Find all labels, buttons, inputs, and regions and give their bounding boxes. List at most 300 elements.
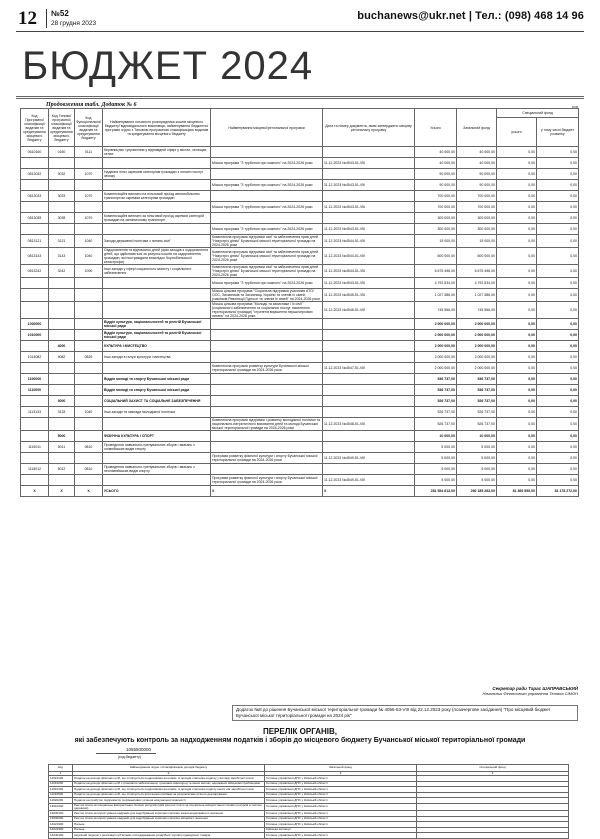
- budget-row-cell-c9: 0,00: [497, 431, 537, 442]
- budget-row-cell-c9: 0,00: [497, 319, 537, 330]
- budget-code-line: [96, 753, 156, 754]
- budget-row-cell-c10: 0,00: [537, 464, 579, 475]
- budget-row-cell-c5: Програма розвитку фізичної культури і спорту Бучанської міської територіальної громади на 2024-2026 роки: [211, 475, 323, 486]
- budget-row-cell-c10: 0,00: [537, 385, 579, 396]
- budget-row-cell-c1: [21, 431, 49, 442]
- budget-row-cell-c3: 1040: [75, 248, 103, 265]
- col-header-special-total: усього: [497, 118, 537, 147]
- budget-row-cell-c5: Комплексна програма підтримки сім'ї та забезпечення прав дітей "Назустріч дітям" Бучанської міської територіальної громади на 2024-2026 роки: [211, 235, 323, 248]
- budget-row-cell-c4: ФІЗИЧНА КУЛЬТУРА І СПОРТ: [103, 431, 211, 442]
- budget-row-cell-c4: [103, 278, 211, 289]
- control-row: [49, 833, 569, 839]
- budget-row-cell-c5: Міська цільова програма "Молодь та захисники і їх сім'ї" (соціального забезпечення та соціальних послуг населенню територіальної громади) "стратегія вирішення першочергових питань" на 2024-2026 роки: [211, 302, 323, 319]
- budget-row: [21, 265, 579, 278]
- list-header-special-fund: Спеціальний фонд: [417, 765, 569, 772]
- budget-row-cell-c5: [211, 330, 323, 341]
- budget-row-cell-c10: 0,00: [537, 248, 579, 265]
- budget-row-cell-c8: 526 737,00: [457, 396, 497, 407]
- budget-row-cell-c7: 4 792 534,00: [415, 278, 457, 289]
- budget-row-cell-c5: Міська програма "З турботою про кожного" на 2024-2026 роки: [211, 158, 323, 169]
- budget-row: [21, 278, 579, 289]
- budget-row-cell-c6: 11.12.2023 №4543-51-VIII: [323, 158, 415, 169]
- budget-row-cell-c7: 5 000,00: [415, 475, 457, 486]
- control-row-cell-c3: Головне управління ДПС у Київській області: [265, 776, 417, 782]
- budget-row-cell-c7: 5 000,00: [415, 464, 457, 475]
- issue-number: №52: [51, 9, 69, 18]
- budget-row-cell-c10: 0,00: [537, 475, 579, 486]
- col-header-total: Усього: [415, 109, 457, 147]
- control-row-cell-c1: 13030100: [49, 811, 73, 817]
- budget-row-cell-c10: 0,00: [537, 169, 579, 180]
- budget-row-cell-c5: Міська програма "З турботою про кожного" на 2024-2026 роки: [211, 202, 323, 213]
- budget-row-cell-c4: Компенсаційні виплати за пільговий проїзд окремих категорій громадян на залізничному транспорті: [103, 213, 211, 224]
- budget-row-cell-c2: 3033: [49, 191, 75, 202]
- control-row: [49, 803, 569, 810]
- budget-row-cell-c8: 526 737,00: [457, 418, 497, 431]
- budget-row-cell-c9: 0,00: [497, 475, 537, 486]
- budget-row-cell-c7: 745 566,00: [415, 302, 457, 319]
- budget-row-cell-c5: [211, 385, 323, 396]
- budget-row-cell-c6: 11.12.2023 №4543-51-VIII: [323, 224, 415, 235]
- control-row-cell-c3: Головне управління ДПС у Київській області: [265, 811, 417, 817]
- budget-row-cell-c7: 2 000 000,00: [415, 363, 457, 374]
- budget-row: [21, 235, 579, 248]
- budget-row-cell-c9: 81 369 550,00: [497, 486, 537, 497]
- issue-date: 28 грудня 2023: [51, 20, 97, 27]
- budget-row-cell-c3: [75, 319, 103, 330]
- control-row-cell-c2: Акцизний податок з реалізації суб'єктами господарювання роздрібної торгівлі підакцизних товарів: [73, 833, 265, 839]
- budget-row-cell-c2: [49, 158, 75, 169]
- budget-row-cell-c5: Комплексна програма підтримки сім'ї та забезпечення прав дітей "Назустріч дітям" Бучанської міської територіальної громади на 2024-2026 роки: [211, 265, 323, 278]
- budget-row-cell-c1: [21, 453, 49, 464]
- budget-row-cell-c9: 0,00: [497, 224, 537, 235]
- budget-row-cell-c9: 0,00: [497, 191, 537, 202]
- budget-row-cell-c3: [75, 431, 103, 442]
- control-row-cell-c2: Рентна плата за користування надрами для видобування корисних копалин місцевого значення: [73, 816, 265, 822]
- budget-row: [21, 147, 579, 158]
- budget-row-cell-c4: Заходи державної політики з питань сім'ї: [103, 235, 211, 248]
- budget-row: [21, 352, 579, 363]
- budget-row-cell-c9: 0,00: [497, 147, 537, 158]
- budget-row-cell-c2: 5000: [49, 431, 75, 442]
- title-rule: [16, 96, 584, 99]
- budget-code: 1055500000: [126, 747, 152, 752]
- budget-row-cell-c9: 0,00: [497, 453, 537, 464]
- budget-row-cell-c7: 90 000,00: [415, 180, 457, 191]
- budget-row-cell-c4: Проведення навчально-тренувальних зборів і змагань з неолімпійських видів спорту: [103, 464, 211, 475]
- budget-row-cell-c4: Інші заходи та заклади молодіжної політики: [103, 407, 211, 418]
- budget-row-cell-c6: 11.12.2023 №4546-51-VIII: [323, 302, 415, 319]
- control-row-cell-c3: Головне управління ДПС у Київській області: [265, 816, 417, 822]
- budget-row-cell-c8: 2 000 000,00: [457, 341, 497, 352]
- budget-row-cell-c7: 2 000 000,00: [415, 330, 457, 341]
- budget-row-cell-c9: 0,00: [497, 213, 537, 224]
- budget-row: [21, 302, 579, 319]
- budget-row-cell-c4: [103, 302, 211, 319]
- budget-row-cell-c6: [323, 352, 415, 363]
- budget-row-cell-c2: 3242: [49, 265, 75, 278]
- budget-row-cell-c7: 6 675 496,00: [415, 265, 457, 278]
- budget-row-cell-c7: 1 027 386,00: [415, 289, 457, 302]
- budget-row-cell-c10: 0,00: [537, 374, 579, 385]
- budget-row-cell-c10: 0,00: [537, 202, 579, 213]
- budget-row-cell-c8: 536 737,00: [457, 374, 497, 385]
- list-col-number: 3: [265, 772, 417, 776]
- budget-row-cell-c1: 1000000: [21, 319, 49, 330]
- budget-row-cell-c6: 11.12.2023 №4548-51-VIII: [323, 418, 415, 431]
- budget-row-cell-c1: 1115012: [21, 464, 49, 475]
- budget-row-cell-c1: 1010000: [21, 330, 49, 341]
- control-row-cell-c1: 14040100: [49, 833, 73, 839]
- budget-row-cell-c8: 5 000,00: [457, 442, 497, 453]
- budget-row-cell-c8: 600 000,00: [457, 248, 497, 265]
- budget-row-cell-c6: 11.12.2023 №4545-51-VIII: [323, 289, 415, 302]
- budget-row-cell-c9: 0,00: [497, 418, 537, 431]
- budget-row-cell-c1: 0610160: [21, 147, 49, 158]
- budget-row-cell-c3: [75, 202, 103, 213]
- budget-row-cell-c2: [49, 453, 75, 464]
- budget-row-cell-c5: Міська програма "З турботою про кожного" на 2024-2026 роки: [211, 180, 323, 191]
- budget-row-cell-c2: 3143: [49, 248, 75, 265]
- list-header-code: Код: [49, 765, 73, 772]
- budget-row-cell-c8: 90 000,00: [457, 180, 497, 191]
- budget-row-cell-c6: [323, 213, 415, 224]
- budget-row-cell-c9: 0,00: [497, 158, 537, 169]
- budget-row-cell-c10: 0,00: [537, 396, 579, 407]
- budget-row-cell-c7: 5 000,00: [415, 453, 457, 464]
- budget-row-cell-c7: 700 000,00: [415, 202, 457, 213]
- budget-row-cell-c8: 2 000 000,00: [457, 363, 497, 374]
- budget-row-cell-c9: 0,00: [497, 464, 537, 475]
- section-title: БЮДЖЕТ 2024: [22, 44, 314, 88]
- budget-row-cell-c8: 526 737,00: [457, 407, 497, 418]
- col-header-development-budget: у тому числі бюджет розвитку: [537, 118, 579, 147]
- budget-row-cell-c8: 2 000 000,00: [457, 330, 497, 341]
- budget-row-cell-c2: [49, 224, 75, 235]
- budget-row-cell-c4: [103, 202, 211, 213]
- budget-row-cell-c3: [75, 363, 103, 374]
- budget-row-cell-c8: 4 792 534,00: [457, 278, 497, 289]
- col-header-program-code: Код Програмної класифікації видатків та кредитування місцевого бюджету: [21, 109, 49, 147]
- budget-row-cell-c9: 0,00: [497, 248, 537, 265]
- budget-row-cell-c1: 0813033: [21, 191, 49, 202]
- budget-row-cell-c3: [75, 396, 103, 407]
- budget-row-cell-c2: [49, 319, 75, 330]
- budget-programs-table: [20, 108, 579, 497]
- budget-row-cell-c2: 0160: [49, 147, 75, 158]
- budget-row-cell-c5: [211, 352, 323, 363]
- budget-row-cell-c6: [323, 191, 415, 202]
- budget-row: [21, 341, 579, 352]
- budget-row-cell-c2: 3000: [49, 396, 75, 407]
- budget-row-cell-c3: [75, 385, 103, 396]
- budget-row-cell-c7: 40 000,00: [415, 147, 457, 158]
- budget-row-cell-c2: 4082: [49, 352, 75, 363]
- budget-row-cell-c7: 300 000,00: [415, 213, 457, 224]
- control-row-cell-c2: Податок на прибуток підприємств та фінансових установ комунальної власності: [73, 798, 265, 804]
- budget-row: [21, 158, 579, 169]
- budget-row-cell-c8: 536 737,00: [457, 385, 497, 396]
- budget-row-cell-c5: [211, 147, 323, 158]
- control-row-cell-c2: Рентна плата за спеціальне використання лісових ресурсів (крім рентної плати за спеціальне використання лісових ресурсів в частині деревини): [73, 803, 265, 810]
- budget-row-cell-c4: [103, 453, 211, 464]
- budget-row-cell-c2: [49, 302, 75, 319]
- budget-row-cell-c6: 11.12.2023 №4549-51-VIII: [323, 453, 415, 464]
- budget-row-cell-c8: 15 000,00: [457, 235, 497, 248]
- budget-row-cell-c7: 536 737,00: [415, 385, 457, 396]
- list-col-number: 2: [73, 772, 265, 776]
- budget-row: [21, 202, 579, 213]
- control-row-cell-c1: 11020200: [49, 798, 73, 804]
- budget-row-cell-c7: 2 000 000,00: [415, 319, 457, 330]
- budget-row-cell-c5: [211, 191, 323, 202]
- budget-row-cell-c3: 0829: [75, 352, 103, 363]
- budget-row-cell-c6: 11.12.2023 №4544-51-VIII: [323, 235, 415, 248]
- col-header-functional-code: Код Функціональної класифікації видатків та кредитування бюджету: [75, 109, 103, 147]
- budget-row-cell-c6: [323, 442, 415, 453]
- budget-row-cell-c5: Програма розвитку фізичної культури і спорту Бучанської міської територіальної громади на 2024-2026 роки: [211, 453, 323, 464]
- budget-row-cell-c2: [49, 363, 75, 374]
- budget-row-cell-c8: 40 000,00: [457, 147, 497, 158]
- budget-row-cell-c6: [323, 169, 415, 180]
- control-row-cell-c2: Рентна плата за користування надрами для видобування корисних копалин загальнодержавного значення: [73, 811, 265, 817]
- budget-row-cell-c10: 0,00: [537, 235, 579, 248]
- budget-row-cell-c1: [21, 224, 49, 235]
- budget-row-cell-c10: 0,00: [537, 191, 579, 202]
- signature-secretary: Секретар ради Тарас ШАПРАВСЬКИЙ: [492, 686, 578, 691]
- budget-row-cell-c7: 600 000,00: [415, 248, 457, 265]
- budget-row-cell-c6: X: [323, 486, 415, 497]
- budget-row-cell-c10: 0,00: [537, 352, 579, 363]
- budget-row: [21, 396, 579, 407]
- budget-row-cell-c10: 0,00: [537, 431, 579, 442]
- signature-finance: Начальник Фінансового управління Тетяна СІМОН: [482, 691, 578, 696]
- budget-row-cell-c6: 11.12.2023 №4544-51-VIII: [323, 248, 415, 265]
- budget-row-cell-c8: 300 000,00: [457, 224, 497, 235]
- budget-row-cell-c10: 81 178 272,00: [537, 486, 579, 497]
- budget-row-cell-c4: Керівництво і управління у відповідній сфері у містах, селищах, селах: [103, 147, 211, 158]
- budget-row-cell-c9: 0,00: [497, 180, 537, 191]
- col-header-program-name: Найменування головного розпорядника коштів місцевого бюджету/ відповідального виконавця, найменування бюджетної програми згідно з Типовою програмною класифікацією видатків та кредитування місцевого бюджету: [103, 109, 211, 147]
- budget-row-cell-c7: 2 000 000,00: [415, 352, 457, 363]
- budget-row-cell-c3: [75, 475, 103, 486]
- budget-row-cell-c1: [21, 396, 49, 407]
- budget-row-cell-c2: 4000: [49, 341, 75, 352]
- budget-row-cell-c4: Проведення навчально-тренувальних зборів і змагань з олімпійських видів спорту: [103, 442, 211, 453]
- budget-row: [21, 319, 579, 330]
- budget-row-cell-c7: 281 554 813,00: [415, 486, 457, 497]
- budget-row-cell-c1: 0813121: [21, 235, 49, 248]
- budget-row-cell-c2: [49, 374, 75, 385]
- budget-row-cell-c5: X: [211, 486, 323, 497]
- budget-row-cell-c4: Інші заходи в галузі культури і мистецтва: [103, 352, 211, 363]
- budget-row-cell-c1: [21, 278, 49, 289]
- budget-row: [21, 431, 579, 442]
- budget-row-cell-c1: X: [21, 486, 49, 497]
- budget-row-cell-c2: [49, 202, 75, 213]
- budget-row-cell-c10: 0,00: [537, 180, 579, 191]
- budget-row-cell-c6: 11.12.2023 №4543-51-VIII: [323, 278, 415, 289]
- budget-row-cell-c9: 0,00: [497, 202, 537, 213]
- budget-row-cell-c9: 0,00: [497, 330, 537, 341]
- budget-row: [21, 191, 579, 202]
- budget-row-cell-c6: 11.12.2023 №4544-51-VIII: [323, 265, 415, 278]
- budget-row-cell-c2: [49, 385, 75, 396]
- budget-row: [21, 224, 579, 235]
- budget-row-cell-c1: [21, 289, 49, 302]
- control-row-cell-c2: Податок на доходи фізичних осіб з грошового забезпечення, грошових винагород та інших виплат, одержаних військовослужбовцями: [73, 781, 265, 787]
- budget-row: [21, 248, 579, 265]
- budget-row-cell-c2: 5011: [49, 442, 75, 453]
- budget-row-cell-c3: 1040: [75, 235, 103, 248]
- budget-row-cell-c10: 0,00: [537, 442, 579, 453]
- control-row-cell-c3: Головне управління ДПС у Київській області: [265, 798, 417, 804]
- budget-row-cell-c10: 0,00: [537, 158, 579, 169]
- budget-row-cell-c9: 0,00: [497, 278, 537, 289]
- budget-row-cell-c8: 745 566,00: [457, 302, 497, 319]
- budget-row-cell-c3: 1040: [75, 407, 103, 418]
- control-row-cell-c1: 14021900: [49, 822, 73, 828]
- budget-row-cell-c6: [323, 374, 415, 385]
- list-col-number: 1: [49, 772, 73, 776]
- budget-row-cell-c10: 0,00: [537, 453, 579, 464]
- budget-row-cell-c2: [49, 475, 75, 486]
- budget-row: [21, 330, 579, 341]
- budget-row-cell-c1: [21, 302, 49, 319]
- budget-row-cell-c2: [49, 330, 75, 341]
- budget-row-cell-c4: [103, 224, 211, 235]
- budget-row-cell-c10: 0,00: [537, 363, 579, 374]
- budget-row-cell-c8: 5 000,00: [457, 453, 497, 464]
- list-subtitle: які забезпечують контроль за надходженням податків і зборів до місцевого бюджету Бучанської міської територіальної громади: [74, 737, 526, 744]
- budget-row-cell-c8: 90 000,00: [457, 169, 497, 180]
- control-row-cell-c3: Головне управління ДПС у Київській області: [265, 792, 417, 798]
- budget-row: [21, 374, 579, 385]
- budget-row-cell-c2: X: [49, 486, 75, 497]
- budget-row-cell-c3: 1070: [75, 191, 103, 202]
- budget-row: [21, 407, 579, 418]
- budget-row-cell-c9: 0,00: [497, 341, 537, 352]
- control-row-cell-c1: 11010400: [49, 787, 73, 793]
- budget-row-cell-c2: 3121: [49, 235, 75, 248]
- budget-row-cell-c8: 300 000,00: [457, 213, 497, 224]
- budget-row-cell-c1: [21, 341, 49, 352]
- budget-row-cell-c4: Відділ культури, національностей та релігій Бучанської міської ради: [103, 319, 211, 330]
- budget-row-cell-c5: Комплексна програма підтримки і розвитку молодіжної політики та національно-патріотичного виховання дітей та молоді Бучанської міської територіальної громади на 2024-2026 роки: [211, 418, 323, 431]
- table-caption: Продовження табл. Додаток № 6: [46, 102, 137, 108]
- budget-row-cell-c2: 5012: [49, 464, 75, 475]
- budget-row-cell-c3: [75, 453, 103, 464]
- budget-row-cell-c6: [323, 407, 415, 418]
- budget-row-cell-c3: 1070: [75, 169, 103, 180]
- budget-row-cell-c2: 3032: [49, 169, 75, 180]
- budget-row-cell-c2: [49, 180, 75, 191]
- budget-row-cell-c4: КУЛЬТУРА І МИСТЕЦТВО: [103, 341, 211, 352]
- budget-row-cell-c6: 11.12.2023 №4543-51-VIII: [323, 180, 415, 191]
- budget-row-cell-c4: [103, 289, 211, 302]
- budget-row-cell-c1: [21, 180, 49, 191]
- col-header-special-fund: Спеціальний фонд: [497, 109, 579, 118]
- budget-row-cell-c7: 526 737,00: [415, 407, 457, 418]
- budget-row: [21, 475, 579, 486]
- budget-row-cell-c9: 0,00: [497, 235, 537, 248]
- control-bodies-table: [48, 764, 569, 839]
- control-row-cell-c3: Київська митниця: [265, 827, 417, 833]
- budget-row-cell-c10: 0,00: [537, 213, 579, 224]
- control-row-cell-c4: [417, 833, 569, 839]
- budget-row-cell-c6: [323, 147, 415, 158]
- budget-row-cell-c10: 0,00: [537, 407, 579, 418]
- budget-row-cell-c6: 11.12.2023 №4543-51-VIII: [323, 202, 415, 213]
- budget-row-cell-c3: 0810: [75, 464, 103, 475]
- control-row-cell-c4: [417, 803, 569, 810]
- issue-info: [46, 9, 96, 28]
- budget-row-cell-c5: Міська цільова програма "Соціальна підтримка учасників АТО/ООС, Захисників та Захисниць України та членів їх сімей, учасників Революції Гідності та членів їх сімей" на 2024-2026 роки: [211, 289, 323, 302]
- control-row-cell-c1: 11010500: [49, 792, 73, 798]
- budget-row-cell-c1: 1113133: [21, 407, 49, 418]
- budget-row: [21, 464, 579, 475]
- budget-row-cell-c8: 2 000 000,00: [457, 319, 497, 330]
- budget-row-cell-c7: 300 000,00: [415, 224, 457, 235]
- budget-row-cell-c3: 0810: [75, 442, 103, 453]
- budget-row-cell-c4: Надання пільг окремим категоріям громадян з оплати послуг зв'язку: [103, 169, 211, 180]
- budget-row-cell-c1: 0813143: [21, 248, 49, 265]
- budget-row-cell-c5: [211, 169, 323, 180]
- control-row-cell-c2: Податок на доходи фізичних осіб, що сплачується податковими агентами, із доходів платника податку інших ніж заробітна плата: [73, 787, 265, 793]
- budget-row-cell-c4: [103, 418, 211, 431]
- budget-row-cell-c9: 0,00: [497, 352, 537, 363]
- budget-row-cell-c1: [21, 363, 49, 374]
- contacts: buchanews@ukr.net | Тел.: (098) 468 14 96: [357, 10, 584, 22]
- budget-row-cell-c4: УСЬОГО: [103, 486, 211, 497]
- budget-row-cell-c1: 0813032: [21, 169, 49, 180]
- budget-row-cell-c7: 5 000,00: [415, 442, 457, 453]
- budget-row-cell-c3: [75, 278, 103, 289]
- budget-row-cell-c7: 15 000,00: [415, 235, 457, 248]
- budget-row-cell-c10: 0,00: [537, 341, 579, 352]
- budget-row-cell-c6: 11.12.2023 №4549-51-VIII: [323, 475, 415, 486]
- budget-table-body: [21, 147, 579, 497]
- budget-row-cell-c5: Комплексна програма підтримки сім'ї та забезпечення прав дітей "Назустріч дітям" Бучанської міської територіальної громади на 2024-2026 роки: [211, 248, 323, 265]
- budget-row-cell-c1: 1014082: [21, 352, 49, 363]
- budget-row-cell-c2: [49, 289, 75, 302]
- budget-row-cell-c3: [75, 418, 103, 431]
- budget-row-cell-c6: [323, 396, 415, 407]
- budget-row-cell-c9: 0,00: [497, 363, 537, 374]
- budget-row-cell-c5: [211, 464, 323, 475]
- control-row-cell-c2: Податок на доходи фізичних осіб, що сплачується фізичними особами за результатами річного декларування: [73, 792, 265, 798]
- budget-row-cell-c1: 1115011: [21, 442, 49, 453]
- list-header-general-fund: Загальний фонд: [265, 765, 417, 772]
- budget-row-cell-c8: 10 000,00: [457, 431, 497, 442]
- budget-row-cell-c2: 3035: [49, 213, 75, 224]
- budget-row-cell-c4: Відділ молоді та спорту Бучанської міської ради: [103, 374, 211, 385]
- budget-row: [21, 453, 579, 464]
- budget-row-cell-c7: 40 000,00: [415, 158, 457, 169]
- budget-row-cell-c4: Відділ культури, національностей та релігій Бучанської міської ради: [103, 330, 211, 341]
- page-number: 12: [18, 8, 37, 29]
- budget-row-cell-c6: [323, 385, 415, 396]
- budget-row-cell-c2: [49, 418, 75, 431]
- budget-row-cell-c4: [103, 475, 211, 486]
- budget-row-cell-c10: 0,00: [537, 224, 579, 235]
- budget-row-cell-c5: [211, 431, 323, 442]
- budget-row: [21, 442, 579, 453]
- budget-row: [21, 363, 579, 374]
- budget-row-cell-c9: 0,00: [497, 374, 537, 385]
- control-row-cell-c1: 13030200: [49, 816, 73, 822]
- budget-row-cell-c6: [323, 464, 415, 475]
